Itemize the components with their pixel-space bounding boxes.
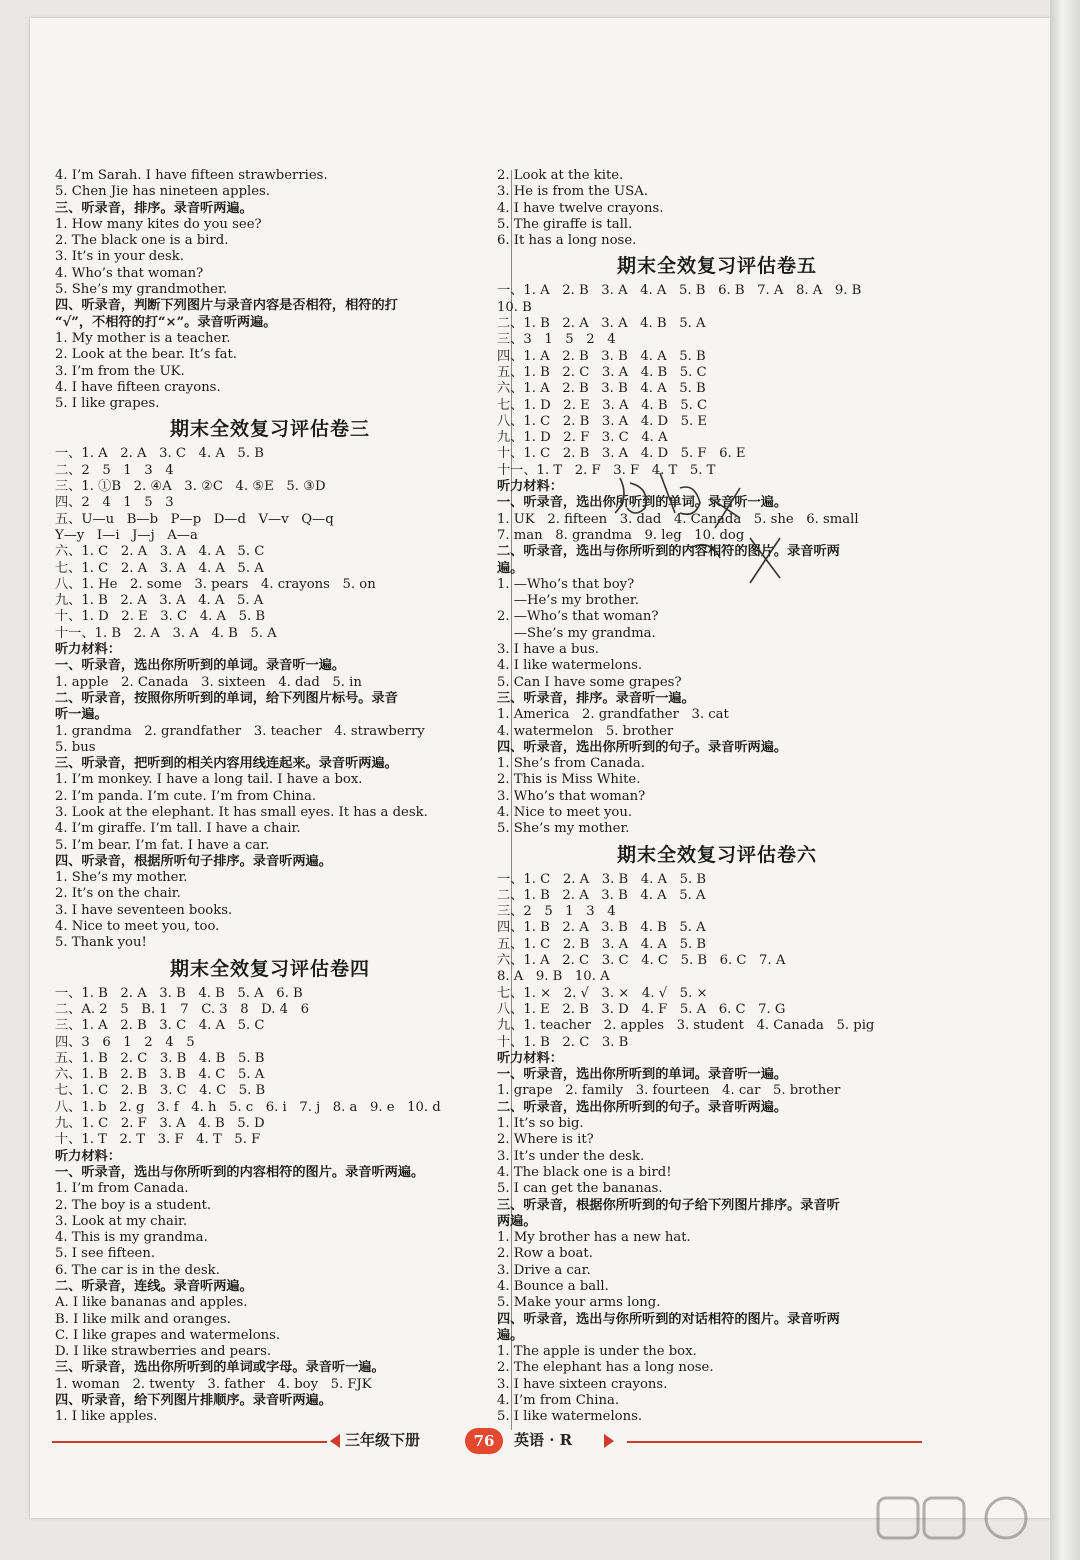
answer-line: 六、1. A 2. C 3. C 4. C 5. B 6. C 7. A: [497, 953, 786, 969]
answer-line: 二、A. 2 5 B. 1 7 C. 3 8 D. 4 6: [55, 1001, 309, 1017]
answer-line: 4. I have twelve crayons.: [497, 200, 664, 216]
answer-line: —He’s my brother.: [497, 593, 639, 609]
answer-line: 1. I like apples.: [55, 1409, 158, 1425]
section-heading: “√”，不相符的打“×”。录音听两遍。: [55, 314, 277, 330]
section-heading: 三、听录音，选出你所听到的单词或字母。录音听一遍。: [55, 1360, 385, 1376]
answer-line: 六、1. C 2. A 3. A 4. A 5. C: [55, 544, 265, 560]
answer-line: 八、1. C 2. B 3. A 4. D 5. E: [497, 413, 708, 429]
answer-line: 4. watermelon 5. brother: [497, 723, 674, 739]
answer-line: 6. It has a long nose.: [497, 233, 637, 249]
answer-line: 4. I’m Sarah. I have fifteen strawberries.: [55, 168, 328, 183]
section-heading: 四、听录音，选出与你所听到的对话相符的图片。录音听两: [497, 1311, 840, 1327]
answer-line: 八、1. b 2. g 3. f 4. h 5. c 6. i 7. j 8. a 9. e 10. d: [55, 1099, 441, 1115]
answer-line: 5. She’s my mother.: [497, 821, 630, 837]
answer-line: 六、1. B 2. B 3. B 4. C 5. A: [55, 1067, 265, 1083]
answer-line: 1. apple 2. Canada 3. sixteen 4. dad 5. in: [55, 674, 362, 690]
answer-line: 十、1. T 2. T 3. F 4. T 5. F: [55, 1132, 261, 1148]
section-heading: 三、听录音，排序。录音听一遍。: [497, 690, 695, 706]
answer-line: A. I like bananas and apples.: [55, 1295, 248, 1311]
answer-line: 四、2 4 1 5 3: [55, 495, 174, 511]
answer-line: —She’s my grandma.: [497, 625, 656, 641]
answer-line: 5. She’s my grandmother.: [55, 282, 228, 298]
answer-line: 5. I like watermelons.: [497, 1409, 643, 1425]
section-heading: 三、听录音，根据你所听到的句子给下列图片排序。录音听: [497, 1197, 840, 1213]
answer-line: 三、1. ①B 2. ④A 3. ②C 4. ⑤E 5. ③D: [55, 479, 326, 495]
section-heading: 听力材料：: [497, 479, 563, 495]
arrow-left-icon: [330, 1434, 340, 1448]
page-footer: [52, 1420, 922, 1460]
section-heading: 一、听录音，选出你所听到的单词。录音听一遍。: [55, 658, 346, 674]
answer-line: 五、U—u B—b P—p D—d V—v Q—q: [55, 511, 334, 527]
section-heading: 听力材料：: [55, 1148, 121, 1164]
section-heading: 四、听录音，给下列图片排顺序。录音听两遍。: [55, 1393, 332, 1409]
answer-line: 五、1. B 2. C 3. B 4. B 5. B: [55, 1050, 265, 1066]
answer-line: 二、1. B 2. A 3. B 4. A 5. A: [497, 887, 706, 903]
answer-line: 3. Look at my chair.: [55, 1213, 188, 1229]
right-column: [497, 168, 937, 1426]
answer-line: 4. Nice to meet you, too.: [55, 919, 220, 935]
answer-line: 1. —Who’s that boy?: [497, 576, 635, 592]
answer-line: 五、1. B 2. C 3. A 4. B 5. C: [497, 364, 707, 380]
answer-line: 4. Nice to meet you.: [497, 804, 633, 820]
book-spine: [1050, 0, 1080, 1560]
answer-line: 九、1. teacher 2. apples 3. student 4. Canada 5. pig: [497, 1018, 875, 1034]
answer-line: 一、1. B 2. A 3. B 4. B 5. A 6. B: [55, 985, 303, 1001]
section-heading: 二、听录音，连线。录音听两遍。: [55, 1279, 253, 1294]
section-heading: 四、听录音，根据所听句子排序。录音听两遍。: [55, 853, 332, 869]
answer-line: 一、1. A 2. A 3. C 4. A 5. B: [55, 446, 264, 462]
answer-line: 十、1. D 2. E 3. C 4. A 5. B: [55, 609, 266, 625]
answer-line: 7. man 8. grandma 9. leg 10. dog: [497, 527, 745, 543]
answer-line: 1. My mother is a teacher.: [55, 330, 231, 346]
section-heading: 三、听录音，把听到的相关内容用线连起来。录音听两遍。: [55, 756, 398, 772]
section-heading: 二、听录音，选出与你所听到的内容相符的图片。录音听两: [497, 544, 840, 560]
answer-line: 1. I’m from Canada.: [55, 1181, 189, 1197]
answer-line: 1. woman 2. twenty 3. father 4. boy 5. FJK: [55, 1376, 372, 1392]
section-heading: 四、听录音，判断下列图片与录音内容是否相符，相符的打: [55, 298, 398, 314]
section-heading: 听力材料：: [497, 1050, 563, 1066]
answer-line: 1. How many kites do you see?: [55, 216, 262, 232]
section-title: 期末全效复习评估卷五: [616, 255, 817, 278]
left-column: [55, 168, 485, 1426]
section-heading: 二、听录音，按照你所听到的单词，给下列图片标号。录音: [55, 690, 398, 706]
answer-line: 3. Drive a car.: [497, 1262, 591, 1278]
answer-line: 八、1. E 2. B 3. D 4. F 5. A 6. C 7. G: [497, 1001, 786, 1017]
answer-line: 六、1. A 2. B 3. B 4. A 5. B: [497, 381, 706, 397]
answer-line: 十一、1. T 2. F 3. F 4. T 5. T: [497, 462, 716, 478]
answer-line: 七、1. × 2. √ 3. × 4. √ 5. ×: [497, 985, 708, 1001]
section-heading: 遍。: [497, 560, 524, 576]
answer-line: 十、1. C 2. B 3. A 4. D 5. F 6. E: [497, 446, 746, 462]
answer-line: 5. I’m bear. I’m fat. I have a car.: [55, 837, 270, 853]
answer-line: 3. Look at the elephant. It has small eyes. It has a desk.: [55, 804, 428, 820]
answer-line: 3. Who’s that woman?: [497, 788, 646, 804]
answer-line: 4. The black one is a bird!: [497, 1164, 672, 1180]
page-number-badge: 76: [465, 1428, 503, 1454]
answer-line: 三、1. A 2. B 3. C 4. A 5. C: [55, 1018, 265, 1034]
section-title: 期末全效复习评估卷六: [616, 843, 817, 866]
answer-line: B. I like milk and oranges.: [55, 1311, 231, 1327]
answer-line: 八、1. He 2. some 3. pears 4. crayons 5. on: [55, 576, 376, 592]
answer-page: [30, 18, 1052, 1518]
section-heading: 听力材料：: [55, 642, 121, 658]
watermark-logo: [876, 1494, 1056, 1554]
answer-line: 2. It’s on the chair.: [55, 886, 181, 902]
answer-line: 5. I can get the bananas.: [497, 1181, 663, 1197]
section-heading: 一、听录音，选出你所听到的单词。录音听一遍。: [497, 1067, 788, 1083]
answer-line: 5. Chen Jie has nineteen apples.: [55, 184, 270, 200]
section-heading: 三、听录音，排序。录音听两遍。: [55, 200, 253, 216]
answer-line: 二、2 5 1 3 4: [55, 462, 174, 478]
answer-line: 1. My brother has a new hat.: [497, 1230, 691, 1246]
section-heading: 听一遍。: [55, 707, 108, 723]
answer-line: 3. He is from the USA.: [497, 184, 648, 200]
answer-line: 1. UK 2. fifteen 3. dad 4. Canada 5. she 6. small: [497, 511, 859, 527]
answer-line: 2. Look at the kite.: [497, 168, 624, 183]
answer-line: 2. The boy is a student.: [55, 1197, 212, 1213]
answer-line: 4. This is my grandma.: [55, 1230, 208, 1246]
answer-line: 4. I like watermelons.: [497, 658, 643, 674]
answer-line: 6. The car is in the desk.: [55, 1262, 220, 1278]
answer-line: 4. I’m from China.: [497, 1393, 620, 1409]
answer-line: 2. I’m panda. I’m cute. I’m from China.: [55, 788, 317, 804]
answer-line: 3. It’s under the desk.: [497, 1148, 645, 1164]
answer-line: 五、1. C 2. B 3. A 4. A 5. B: [497, 936, 707, 952]
answer-line: D. I like strawberries and pears.: [55, 1344, 272, 1360]
answer-line: 四、1. A 2. B 3. B 4. A 5. B: [497, 348, 706, 364]
answer-line: 九、1. B 2. A 3. A 4. A 5. A: [55, 593, 264, 609]
answer-line: 九、1. C 2. F 3. A 4. B 5. D: [55, 1116, 265, 1132]
answer-line: 2. —Who’s that woman?: [497, 609, 659, 625]
section-heading: 一、听录音，选出与你所听到的内容相符的图片。录音听两遍。: [55, 1164, 425, 1180]
answer-line: 5. Make your arms long.: [497, 1295, 661, 1311]
answer-line: 5. bus: [55, 739, 96, 755]
answer-line: 2. Look at the bear. It’s fat.: [55, 347, 237, 363]
section-heading: 四、听录音，选出你所听到的句子。录音听两遍。: [497, 739, 788, 755]
answer-line: 1. The apple is under the box.: [497, 1344, 697, 1360]
answer-line: 5. I see fifteen.: [55, 1246, 156, 1262]
answer-line: 3. I’m from the UK.: [55, 363, 185, 379]
answer-line: 十、1. B 2. C 3. B: [497, 1034, 629, 1050]
section-title: 期末全效复习评估卷四: [169, 957, 370, 980]
footer-subject: 英语 · R: [514, 1431, 573, 1449]
answer-line: 3. I have sixteen crayons.: [497, 1376, 668, 1392]
section-heading: 两遍。: [497, 1213, 537, 1229]
section-heading: 一、听录音，选出你所听到的单词。录音听一遍。: [497, 495, 788, 511]
answer-line: 3. I have seventeen books.: [55, 902, 233, 918]
answer-line: 5. I like grapes.: [55, 396, 160, 412]
answer-line: 3. I have a bus.: [497, 642, 599, 658]
answer-line: 4. I have fifteen crayons.: [55, 379, 221, 395]
answer-line: 1. She’s from Canada.: [497, 756, 645, 772]
footer-rule-left: [52, 1441, 327, 1443]
answer-line: 一、1. A 2. B 3. A 4. A 5. B 6. B 7. A 8. A 9. B: [497, 283, 862, 299]
answer-line: 3. It’s in your desk.: [55, 249, 184, 265]
answer-line: 1. It’s so big.: [497, 1116, 584, 1132]
answer-line: 2. Where is it?: [497, 1132, 594, 1148]
answer-line: 8. A 9. B 10. A: [497, 969, 610, 985]
answer-line: 十一、1. B 2. A 3. A 4. B 5. A: [55, 625, 277, 641]
answer-line: 4. Bounce a ball.: [497, 1279, 609, 1294]
answer-line: 四、1. B 2. A 3. B 4. B 5. A: [497, 920, 706, 936]
answer-line: 1. I’m monkey. I have a long tail. I have a box.: [55, 772, 363, 788]
answer-line: 2. This is Miss White.: [497, 772, 641, 788]
answer-line: 三、2 5 1 3 4: [497, 904, 616, 920]
answer-line: 2. Row a boat.: [497, 1246, 593, 1262]
section-heading: 二、听录音，选出你所听到的句子。录音听两遍。: [497, 1099, 788, 1115]
answer-line: 1. She’s my mother.: [55, 870, 188, 886]
answer-line: 5. Can I have some grapes?: [497, 674, 682, 690]
answer-line: C. I like grapes and watermelons.: [55, 1327, 281, 1343]
section-heading: 遍。: [497, 1327, 524, 1343]
answer-line: 三、3 1 5 2 4: [497, 332, 616, 348]
answer-line: 七、1. C 2. B 3. C 4. C 5. B: [55, 1083, 266, 1099]
arrow-right-icon: [604, 1434, 614, 1448]
answer-line: 七、1. D 2. E 3. A 4. B 5. C: [497, 397, 708, 413]
answer-line: 4. Who’s that woman?: [55, 265, 204, 281]
answer-line: 1. America 2. grandfather 3. cat: [497, 707, 729, 723]
answer-line: 1. grape 2. family 3. fourteen 4. car 5. brother: [497, 1083, 841, 1099]
answer-line: 5. The giraffe is tall.: [497, 216, 633, 232]
answer-line: 九、1. D 2. F 3. C 4. A: [497, 430, 668, 446]
footer-rule-right: [627, 1441, 922, 1443]
answer-line: 5. Thank you!: [55, 935, 147, 951]
answer-line: 2. The elephant has a long nose.: [497, 1360, 714, 1376]
answer-line: 七、1. C 2. A 3. A 4. A 5. A: [55, 560, 264, 576]
answer-line: 1. grandma 2. grandfather 3. teacher 4. strawberry: [55, 723, 425, 739]
answer-line: 2. The black one is a bird.: [55, 233, 229, 249]
footer-grade: 三年级下册: [345, 1431, 421, 1449]
answer-line: 10. B: [497, 299, 532, 315]
answer-line: 四、3 6 1 2 4 5: [55, 1034, 195, 1050]
answer-line: 二、1. B 2. A 3. A 4. B 5. A: [497, 316, 706, 332]
answer-line: 4. I’m giraffe. I’m tall. I have a chair.: [55, 821, 301, 837]
section-title: 期末全效复习评估卷三: [169, 418, 370, 441]
answer-line: 一、1. C 2. A 3. B 4. A 5. B: [497, 871, 707, 887]
answer-line: Y—y I—i J—j A—a: [55, 527, 198, 543]
